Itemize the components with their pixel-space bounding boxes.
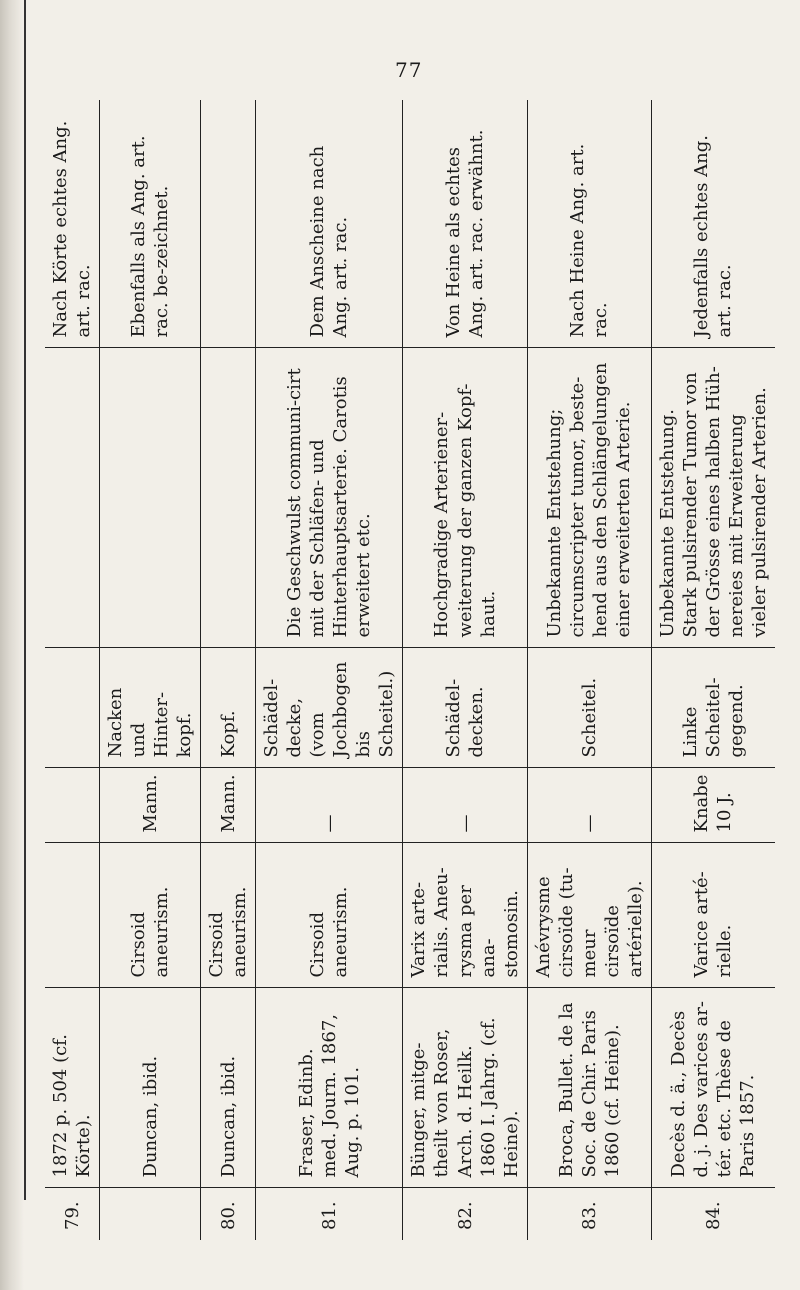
tumor-location	[45, 648, 100, 768]
table-row	[403, 100, 527, 1240]
case-number: 83.	[578, 1201, 600, 1230]
patient-sex: —	[527, 768, 651, 843]
author-citation: Fraser, Edinb. med. Journ. 1867, Aug. p. 101.	[256, 988, 403, 1188]
table-row	[527, 100, 651, 1240]
case-description: Unbekannte Entstehung; circumscripter tumor, beste-hend aus den Schlängelungen einer erweiterten Arterie.	[527, 348, 651, 648]
author-citation: 1872 p. 504 (cf. Körte).	[45, 988, 100, 1188]
patient-sex: Knabe 10 J.	[651, 768, 775, 843]
patient-sex	[45, 768, 100, 843]
table-row	[201, 100, 256, 1240]
classification-note: Ebenfalls als Ang. art. rac. be-zeichnet.	[100, 100, 201, 348]
case-number: 80.	[217, 1201, 239, 1230]
case-description	[45, 348, 100, 648]
classification-note: Dem Anscheine nach Ang. art. rac.	[256, 100, 403, 348]
tumor-location: Schädel-decken.	[403, 648, 527, 768]
case-description: Die Geschwulst communi-cirt mit der Schläfen- und Hinterhauptsarterie. Carotis erweitert etc.	[256, 348, 403, 648]
case-number: 79.	[61, 1201, 83, 1230]
table-row	[45, 100, 100, 1240]
patient-sex: —	[256, 768, 403, 843]
case-number: 84.	[702, 1201, 724, 1230]
tumor-location: Scheitel.	[527, 648, 651, 768]
classification-note: Jedenfalls echtes Ang. art. rac.	[651, 100, 775, 348]
case-number: 82.	[454, 1201, 476, 1230]
tumor-location: Linke Scheitel-gegend.	[651, 648, 775, 768]
diagnosis	[45, 843, 100, 988]
diagnosis: Cirsoid aneurism.	[256, 843, 403, 988]
author-citation: Broca, Bullet. de la Soc. de Chir. Paris 1860 (cf. Heine).	[527, 988, 651, 1188]
classification-note: Nach Heine Ang. art. rac.	[527, 100, 651, 348]
author-citation: Bünger, mitge-theilt von Roser, Arch. d. Heilk. 1860 I. Jahrg. (cf. Heine).	[403, 988, 527, 1188]
table-row	[100, 100, 201, 1240]
case-description: Hochgradige Arteriener-weiterung der ganzen Kopf-haut.	[403, 348, 527, 648]
diagnosis: Anévrysme cirsoïde (tu-meur cirsoïde artérielle).	[527, 843, 651, 988]
page-number: 77	[395, 58, 423, 82]
case-description	[100, 348, 201, 648]
table-row	[256, 100, 403, 1240]
case-table	[45, 100, 775, 1240]
tumor-location: Nacken und Hinter-kopf.	[100, 648, 201, 768]
patient-sex: Mann.	[100, 768, 201, 843]
patient-sex: —	[403, 768, 527, 843]
case-description	[201, 348, 256, 648]
binding-edge	[24, 0, 26, 1200]
diagnosis: Varix arte-rialis. Aneu-rysma per ana-stomosin.	[403, 843, 527, 988]
diagnosis: Cirsoid aneurism.	[100, 843, 201, 988]
classification-note	[201, 100, 256, 348]
patient-sex: Mann.	[201, 768, 256, 843]
rotated-table-area	[45, 100, 770, 1240]
author-citation: Decès d. ä., Decès d. j. Des varices ar-tér. etc. Thèse de Paris 1857.	[651, 988, 775, 1188]
case-number	[100, 1188, 201, 1240]
classification-note: Nach Körte echtes Ang. art. rac.	[45, 100, 100, 348]
diagnosis: Varice arté-rielle.	[651, 843, 775, 988]
classification-note: Von Heine als echtes Ang. art. rac. erwähnt.	[403, 100, 527, 348]
case-description: Unbekannte Entstehung. Stark pulsirender Tumor von der Grösse eines halben Hüh-nereies mit Erweiterung vieler pulsirender Arterien.	[651, 348, 775, 648]
author-citation: Duncan, ibid.	[100, 988, 201, 1188]
book-binding	[0, 0, 24, 1290]
author-citation: Duncan, ibid.	[201, 988, 256, 1188]
tumor-location: Schädel-decke, (vom Jochbogen bis Scheitel.)	[256, 648, 403, 768]
diagnosis: Cirsoid aneurism.	[201, 843, 256, 988]
case-number: 81.	[318, 1201, 340, 1230]
tumor-location: Kopf.	[201, 648, 256, 768]
table-row	[651, 100, 775, 1240]
